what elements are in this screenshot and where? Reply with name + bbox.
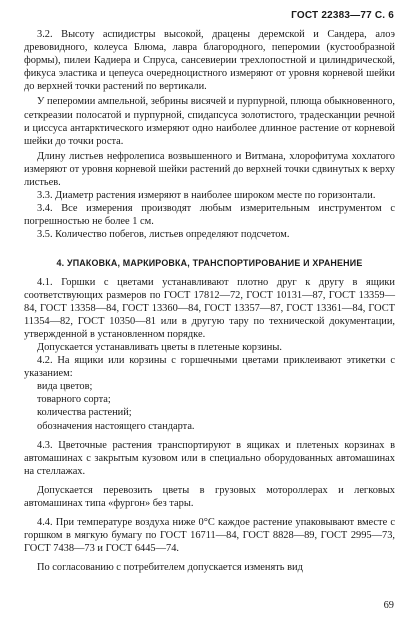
document-body xyxy=(24,28,395,574)
paragraph-4-3-vehicles: Допускается перевозить цветы в грузовых мотороллерах и легковых автомашинах типа «фургон» без тары. xyxy=(24,484,395,509)
paragraph-ampelous: У пеперомии ампельной, зебрины висячей и пурпурной, плюща обыкновенного, сеткреазии полосатой и пурпурной, спидапсуса золотистого, традесканции речной и циссуса антарктического измеряют одно наиболее длинное растение от корневой шейки до точки роста. xyxy=(24,96,395,147)
paragraph-4-3: 4.3. Цветочные растения транспортируют в ящиках и плетеных корзинах в автомашинах с закрытым кузовом или в специально оборудованных автомашинах на стеллажах. xyxy=(24,439,395,477)
page-number: 69 xyxy=(383,600,394,611)
paragraph-agreement: По согласованию с потребителем допускается изменять вид xyxy=(37,562,303,574)
paragraph-3-3: 3.3. Диаметр растения измеряют в наиболее широком месте по горизонтали. xyxy=(37,190,376,202)
list-item: вида цветов; xyxy=(37,381,93,393)
label-list xyxy=(24,380,395,432)
section-title: 4. УПАКОВКА, МАРКИРОВКА, ТРАНСПОРТИРОВАНИЕ И ХРАНЕНИЕ xyxy=(56,257,363,268)
paragraph-4-2: 4.2. На ящики или корзины с горшечными цветами приклеивают этикетки с указанием: xyxy=(24,355,395,380)
paragraph-4-4: 4.4. При температуре воздуха ниже 0°С каждое растение упаковывают вместе с горшком в мягкую бумагу по ГОСТ 16711—84, ГОСТ 8828—89, ГОСТ 2995—73, ГОСТ 7438—73 и ГОСТ 6445—74. xyxy=(24,517,395,555)
paragraph-4-1: 4.1. Горшки с цветами устанавливают плотно друг к другу в ящики соответствующих размеров по ГОСТ 17812—72, ГОСТ 10131—87, ГОСТ 13359—84, ГОСТ 13358—84, ГОСТ 13360—84, ГОСТ 13357—87, ГОСТ 13361—84, ГОСТ 11354—82, ГОСТ 10350—81 или в другую тару по технической документации, утвержденной в установленном порядке. xyxy=(24,276,395,340)
paragraph-3-5: 3.5. Количество побегов, листьев определяют подсчетом. xyxy=(37,229,290,241)
list-item: обозначения настоящего стандарта. xyxy=(37,420,195,432)
page-header: ГОСТ 22383—77 С. 6 xyxy=(291,10,394,21)
paragraph-3-2: 3.2. Высоту аспидистры высокой, драцены деремской и Сандера, алоэ древовидного, колеуса Блюма, лавра благородного, пеперомии (кустообразной формы), пилеи Кадиера и Спруса, сансевиерии трехлопостной и цилиндрической, фикуса эластика и цепеуса очередноцистного измеряют от уровня корневой шейки до верхней точки растений по вертикали. xyxy=(24,29,395,93)
paragraph-3-4: 3.4. Все измерения производят любым измерительным инструментом с погрешностью не более 1 см. xyxy=(24,203,395,228)
paragraph-4-1-baskets: Допускается устанавливать цветы в плетеные корзины. xyxy=(37,341,282,353)
paragraph-leaf-length: Длину листьев нефролеписа возвышенного и Витмана, хлорофитума хохлатого измеряют от уровня корневой шейки растений до верхней точки сдвинутых к верху листьев. xyxy=(24,150,395,189)
list-item: товарного сорта; xyxy=(37,394,111,406)
list-item: количества растений; xyxy=(37,407,132,419)
